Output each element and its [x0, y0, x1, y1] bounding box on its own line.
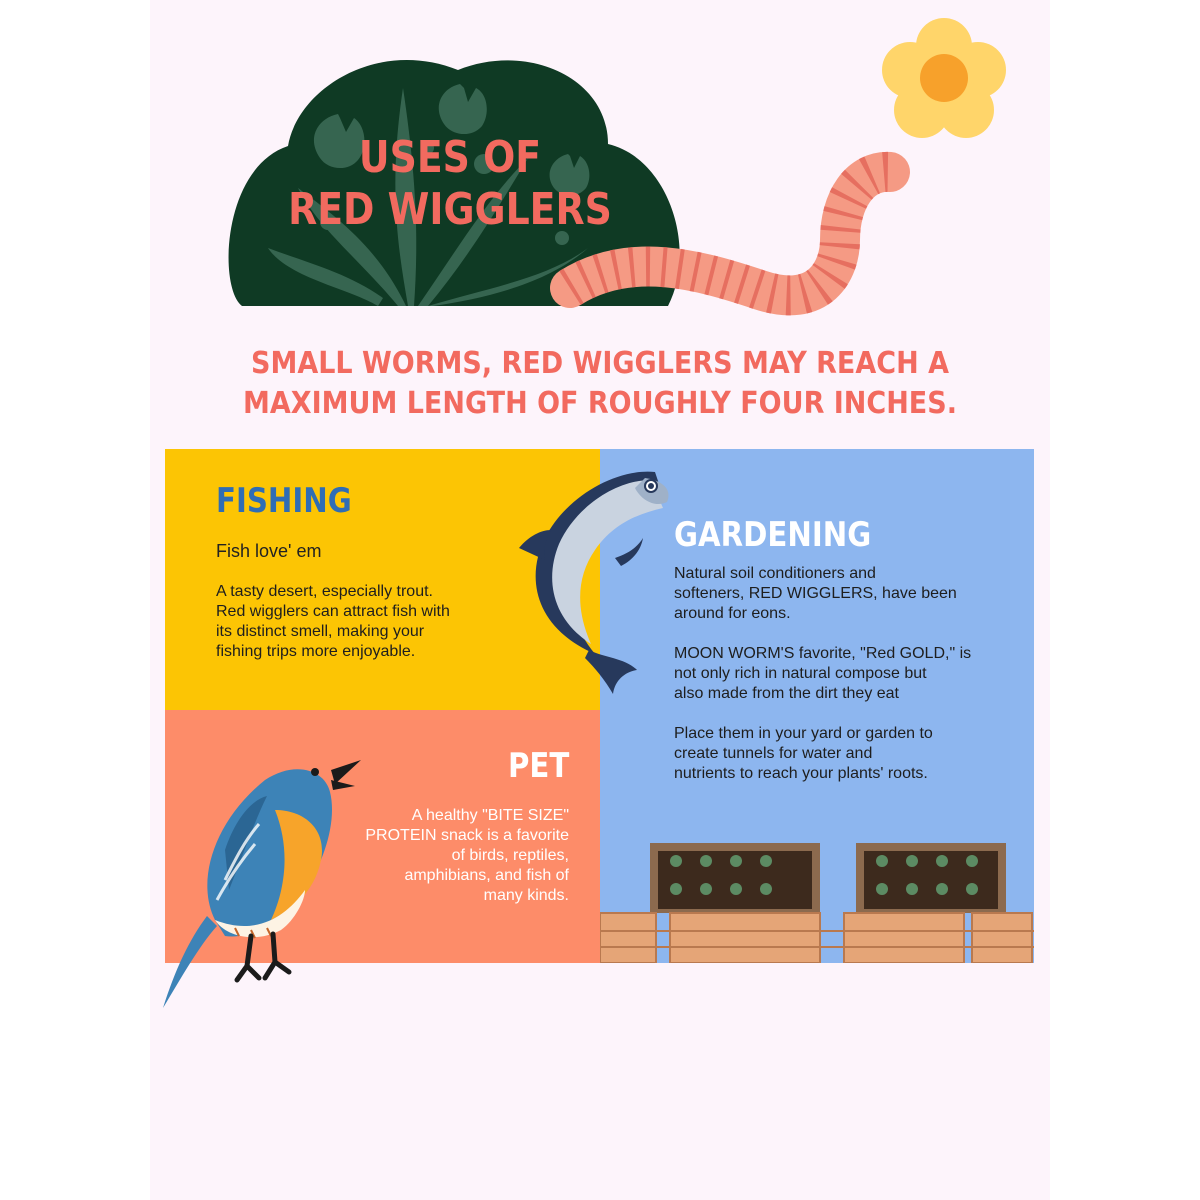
pet-line: PROTEIN snack is a favorite [365, 827, 569, 844]
bird-illustration [155, 740, 365, 1012]
gardening-paragraph [674, 644, 971, 704]
tagline-line-2: MAXIMUM LENGTH OF ROUGHLY FOUR INCHES. [243, 386, 957, 421]
gardening-paragraph [674, 724, 971, 784]
fishing-heading: FISHING [216, 481, 352, 521]
flower-icon [878, 18, 1010, 140]
page-title [269, 132, 630, 236]
fishing-line: its distinct smell, making your [216, 623, 425, 640]
pet-line: amphibians, and fish of [404, 867, 569, 884]
pet-line: many kinds. [483, 887, 569, 904]
tagline [222, 344, 978, 424]
gardening-line: not only rich in natural compose but [674, 665, 927, 682]
title-line-2: RED WIGGLERS [288, 184, 612, 235]
gardening-paragraph [674, 564, 971, 624]
fishing-subheading: Fish love' em [216, 541, 322, 561]
gardening-line: also made from the dirt they eat [674, 685, 899, 702]
pet-heading: PET [508, 746, 570, 786]
fish-illustration [505, 458, 685, 698]
gardening-heading: GARDENING [674, 515, 872, 555]
gardening-line: MOON WORM'S favorite, "Red GOLD," is [674, 645, 972, 662]
gardening-line: nutrients to reach your plants' roots. [674, 765, 928, 782]
gardening-line: create tunnels for water and [674, 745, 873, 762]
title-line-1: USES OF [358, 132, 542, 183]
gardening-line: softeners, RED WIGGLERS, have been [674, 585, 957, 602]
gardening-body [674, 564, 971, 804]
gardening-line: around for eons. [674, 605, 791, 622]
fishing-body [216, 582, 450, 662]
pet-line: A healthy "BITE SIZE" [411, 807, 569, 824]
tagline-line-1: SMALL WORMS, RED WIGGLERS MAY REACH A [251, 346, 949, 381]
pet-line: of birds, reptiles, [451, 847, 569, 864]
planter-boxes-illustration [600, 839, 1034, 963]
fishing-line: A tasty desert, especially trout. [216, 583, 433, 600]
fishing-line: Red wigglers can attract fish with [216, 603, 450, 620]
fishing-line: fishing trips more enjoyable. [216, 643, 416, 660]
gardening-line: Place them in your yard or garden to [674, 725, 933, 742]
pet-body [365, 806, 569, 906]
gardening-line: Natural soil conditioners and [674, 565, 876, 582]
